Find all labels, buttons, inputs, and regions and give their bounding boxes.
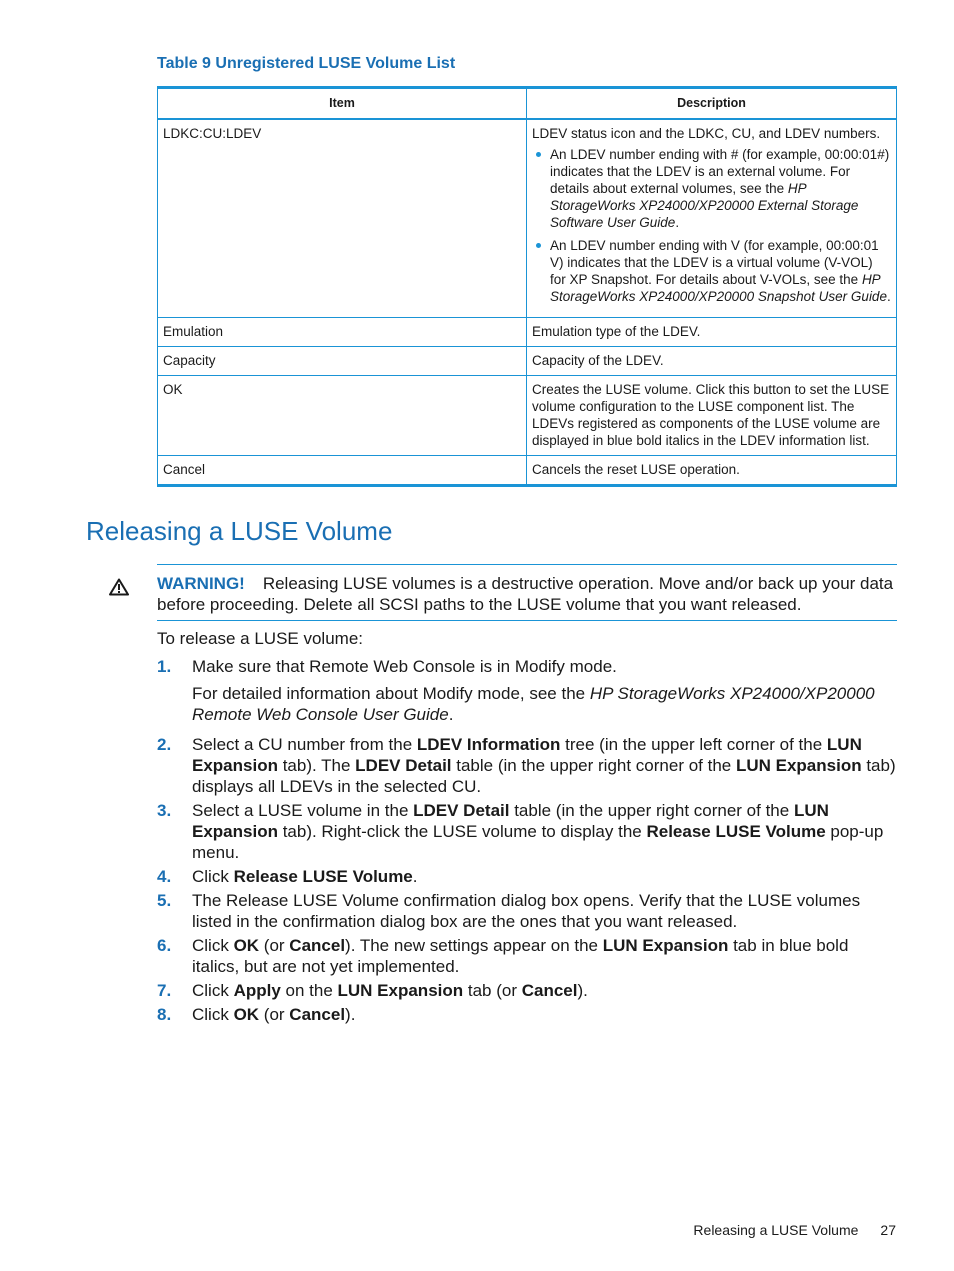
step-item: 2. Select a CU number from the LDEV Information tree (in the upper left corner of the LUN Expansion tab). The LDEV Detail table (in the upper right corner of the LUN Expansion tab) displays all LDEVs in the selected CU. xyxy=(157,735,896,796)
section-divider xyxy=(157,564,897,565)
step-number: 1. xyxy=(157,657,172,676)
table-row xyxy=(158,376,897,456)
cell-description: Capacity of the LDEV. xyxy=(527,347,897,376)
step-number: 4. xyxy=(157,867,172,886)
list-item: An LDEV number ending with V (for example, 00:00:01 V) indicates that the LDEV is a virtual volume (V-VOL) for XP Snapshot. For details about V-VOLs, see the HP StorageWorks XP24000/XP20000 Snapshot User Guide. xyxy=(550,238,891,304)
step-item: 6. Click OK (or Cancel). The new settings appear on the LUN Expansion tab in blue bold italics, but are not yet implemented. xyxy=(157,936,849,976)
step-number: 2. xyxy=(157,735,172,754)
procedure-steps xyxy=(157,656,897,1028)
list-item: An LDEV number ending with # (for example, 00:00:01#) indicates that the LDEV is an external volume. For details about external volumes, see the HP StorageWorks XP24000/XP20000 External Storage Software User Guide. xyxy=(550,147,890,230)
step-number: 6. xyxy=(157,936,172,955)
cell-item: Cancel xyxy=(158,456,527,486)
step-item: 4. Click Release LUSE Volume. xyxy=(157,867,418,886)
step-number: 5. xyxy=(157,891,172,910)
procedure-intro: To release a LUSE volume: xyxy=(157,629,363,648)
warning-divider xyxy=(157,620,897,621)
step-item: 3. Select a LUSE volume in the LDEV Detail table (in the upper right corner of the LUN Expansion tab). Right-click the LUSE volume to display the Release LUSE Volume pop-up menu. xyxy=(157,801,884,862)
page-number: 27 xyxy=(880,1222,896,1238)
page-footer xyxy=(693,1222,896,1238)
description-text: LDEV status icon and the LDKC, CU, and LDEV numbers. xyxy=(532,126,881,141)
step-note: For detailed information about Modify mode, see the HP StorageWorks XP24000/XP20000 Remote Web Console User Guide. xyxy=(192,684,875,724)
column-header-description: Description xyxy=(527,88,897,120)
table-row xyxy=(158,347,897,376)
step-number: 7. xyxy=(157,981,172,1000)
warning-label: WARNING! xyxy=(157,574,245,593)
step-item: 7. Click Apply on the LUN Expansion tab (or Cancel). xyxy=(157,981,588,1000)
cell-description: Creates the LUSE volume. Click this button to set the LUSE volume configuration to the LUSE component list. The LDEVs registered as components of the LUSE volume are displayed in blue bold italics in the LDEV information list. xyxy=(527,376,897,456)
table-row xyxy=(158,318,897,347)
cell-item: OK xyxy=(158,376,527,456)
step-number: 3. xyxy=(157,801,172,820)
unregistered-luse-volume-table xyxy=(157,86,897,487)
step-item: 1. Make sure that Remote Web Console is in Modify mode. For detailed information about Modify mode, see the HP StorageWorks XP24000/XP20000 Remote Web Console User Guide. xyxy=(157,656,897,725)
table-row xyxy=(158,119,897,318)
cell-item: Emulation xyxy=(158,318,527,347)
table-caption: Table 9 Unregistered LUSE Volume List xyxy=(157,55,456,72)
table-header-row xyxy=(158,88,897,120)
section-title: Releasing a LUSE Volume xyxy=(86,516,393,546)
cell-item: LDKC:CU:LDEV xyxy=(158,119,527,318)
step-number: 8. xyxy=(157,1005,172,1024)
table-row xyxy=(158,456,897,486)
warning-note xyxy=(157,573,897,615)
bullet-list xyxy=(532,146,891,305)
column-header-item: Item xyxy=(158,88,527,120)
step-item: 5. The Release LUSE Volume confirmation dialog box opens. Verify that the LUSE volumes listed in the confirmation dialog box are the ones that you want released. xyxy=(157,891,861,931)
warning-text: Releasing LUSE volumes is a destructive operation. Move and/or back up your data before proceeding. Delete all SCSI paths to the LUSE volume that you want released. xyxy=(157,574,894,614)
warning-icon xyxy=(109,578,129,596)
footer-title: Releasing a LUSE Volume xyxy=(693,1222,859,1238)
cell-item: Capacity xyxy=(158,347,527,376)
cell-description xyxy=(527,119,897,318)
step-item: 8. Click OK (or Cancel). xyxy=(157,1005,356,1024)
cell-description: Emulation type of the LDEV. xyxy=(527,318,897,347)
cell-description: Cancels the reset LUSE operation. xyxy=(527,456,897,486)
